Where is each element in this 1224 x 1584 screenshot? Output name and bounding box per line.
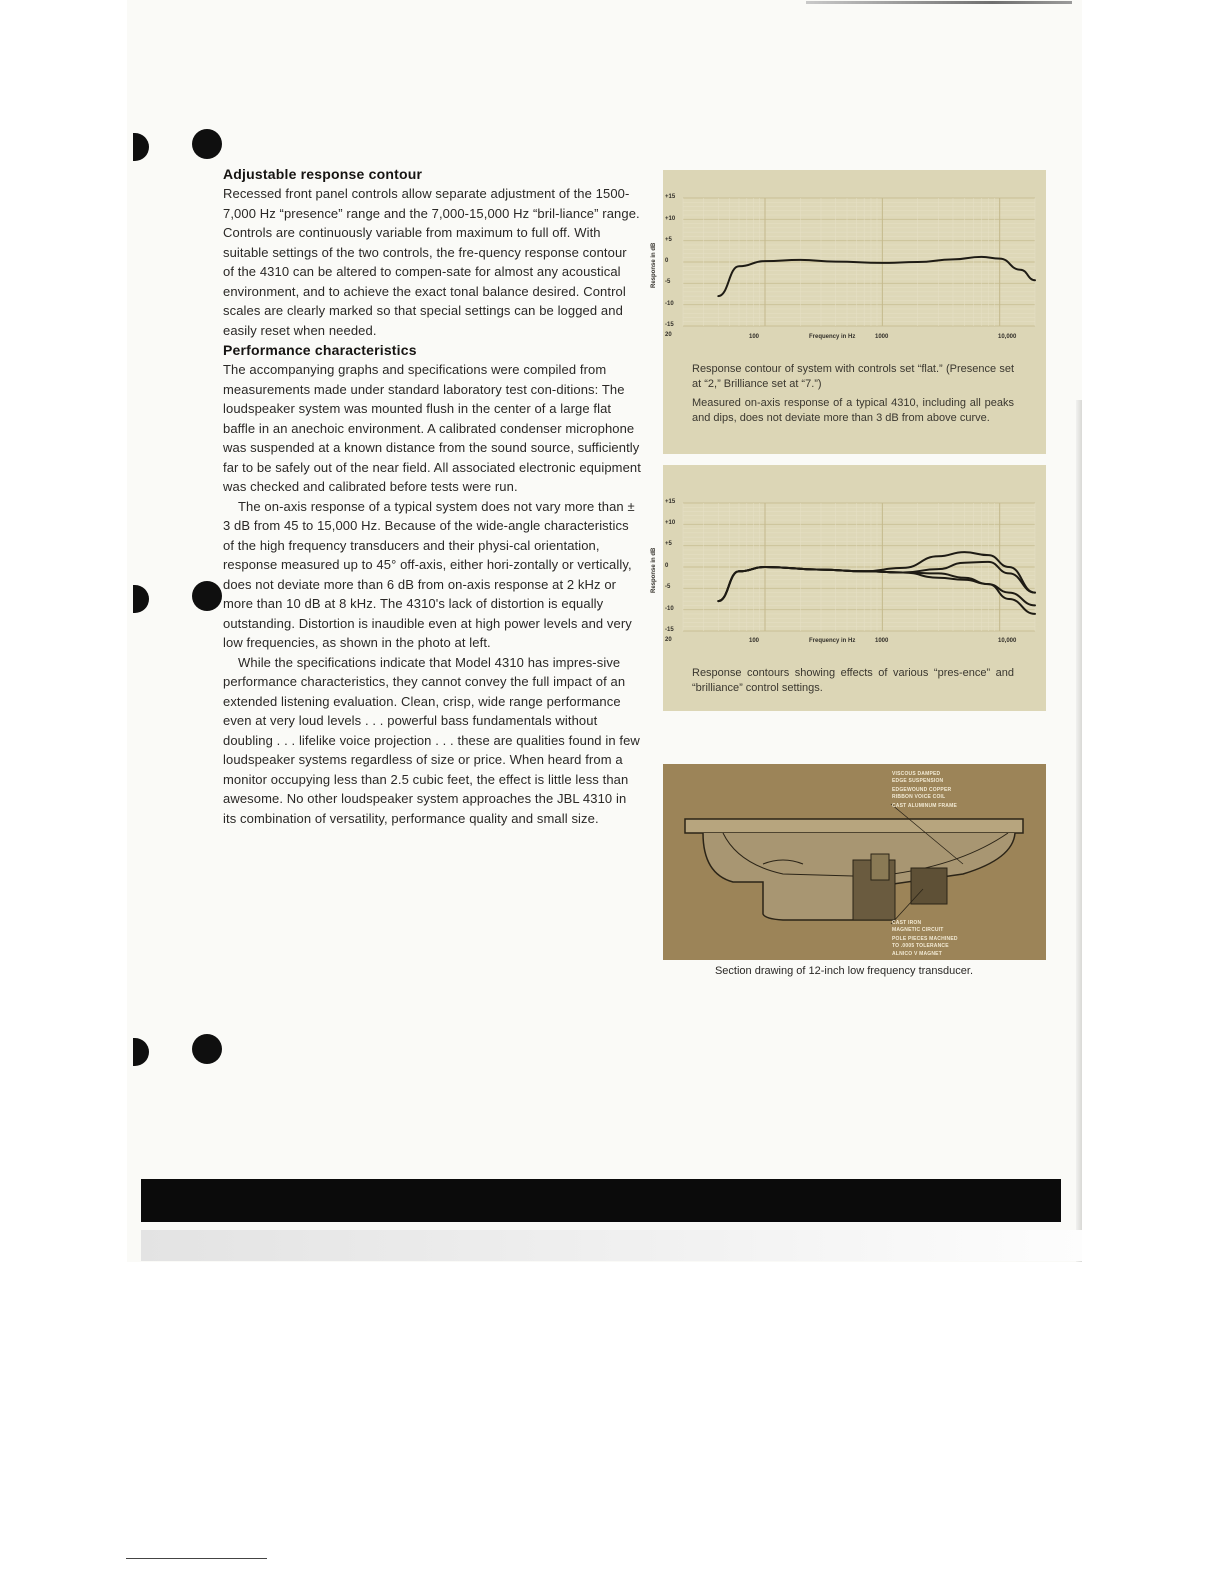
chart-controls-ytick: +15 (665, 499, 676, 505)
binder-half-icon (133, 1038, 149, 1066)
chart-controls-ytick: +5 (665, 541, 672, 547)
drawing-magnetic-circuit (911, 868, 947, 904)
chart-flat-ytick: -15 (665, 322, 674, 328)
chart-flat-caption-1: Response contour of system with controls set “flat.” (Presence set at “2,” Brilliance set at “7.”) (692, 363, 1014, 390)
chart-controls-xtick: 1000 (875, 638, 889, 644)
transducer-section-drawing (663, 764, 1046, 960)
chart-flat-ytick: -5 (665, 279, 671, 285)
chart-controls-ytick: -5 (665, 584, 671, 590)
transducer-drawing-art (663, 764, 1046, 960)
chart-controls-ytick: 0 (665, 563, 669, 569)
chart-panel-controls (651, 465, 1046, 711)
callout-magnetic-circuit: MAGNETIC CIRCUIT (892, 927, 944, 933)
binder-hole-bottom (133, 1034, 228, 1070)
section-heading-performance: Performance characteristics (223, 342, 417, 358)
chart-flat-xlabel: Frequency in Hz (809, 334, 856, 340)
chart-controls-xtick: 10,000 (998, 638, 1017, 644)
binder-dot-icon (192, 1034, 222, 1064)
chart-controls-xtick: 100 (749, 638, 760, 644)
chart-controls-caption: Response contours showing effects of various “pres-ence” and “brilliance” control settings. (692, 667, 1014, 694)
callout-frame: CAST ALUMINUM FRAME (892, 803, 957, 809)
callout-tolerance: TO .0005 TOLERANCE (892, 943, 949, 949)
chart-panel-flat (651, 170, 1046, 454)
chart-controls-ytick: -15 (665, 627, 674, 633)
article-column (223, 164, 641, 828)
page-edge-shadow (1076, 400, 1082, 1262)
binder-half-icon (133, 585, 149, 613)
chart-flat-response (671, 194, 1043, 336)
chart-flat-ytick: -10 (665, 301, 674, 307)
chart-controls-ylabel: Response in dB (651, 547, 657, 593)
drawing-frame-rim (685, 819, 1023, 833)
footnote-rule (126, 1558, 267, 1559)
paragraph-test-conditions: The accompanying graphs and specifications were compiled from measurements made under standard laboratory test con-ditions: The loudspeaker system was mounted flush in the center of a large flat baffle in an anechoic environment. A calibrated condenser microphone was suspended at a known distance from the sound source, sufficiently far to be safely out of the near field. All associated electronic equipment was checked and calibrated before tests were run. (223, 362, 641, 494)
paragraph-on-axis-response: The on-axis response of a typical system does not vary more than ± 3 dB from 45 to 15,000 Hz. Because of the wide-angle characteristics of the high frequency transducers and their physi-cal orientation, response measured up to 45° off-axis, either hori-zontally or vertically, does not deviate more than 6 dB from on-axis response at 2 kHz or more than 10 dB at 8 kHz. The 4310's lack of distortion is equally outstanding. Distortion is inaudible even at high power levels and very low frequencies, as shown in the photo at left. (223, 498, 635, 650)
drawing-callout-line (891, 889, 923, 924)
chart-flat-xtick: 20 (665, 332, 672, 338)
chart-flat-ytick: +5 (665, 237, 672, 243)
chart-flat-ytick: +15 (665, 194, 676, 200)
footer-black-band (141, 1179, 1061, 1222)
callout-magnet: ALNICO V MAGNET (892, 951, 942, 957)
chart-controls-xlabel: Frequency in Hz (809, 638, 856, 644)
drawing-voice-coil (871, 854, 889, 880)
chart-flat-ytick: 0 (665, 258, 669, 264)
binder-hole-top (133, 129, 228, 165)
chart-control-settings (671, 489, 1043, 641)
paragraph-listening-evaluation: While the specifications indicate that Model 4310 has impres-sive performance characteristics, they cannot convey the full impact of an extended listening evaluation. Clean, crisp, wide range performance even at very loud levels . . . powerful bass fundamentals without doubling . . . lifelike voice projection . . . these are qualities found in few loudspeaker systems regardless of size or price. When heard from a monitor occupying less than 2.5 cubic feet, the effect is little less than awesome. No other loudspeaker system approaches the JBL 4310 in its combination of versatility, performance quality and small size. (223, 654, 640, 826)
binder-hole-middle (133, 581, 228, 617)
chart-controls-ytick: +10 (665, 520, 676, 526)
top-edge-rule (806, 1, 1072, 4)
binder-half-icon (133, 133, 149, 161)
binder-dot-icon (192, 129, 222, 159)
section-heading-response-contour: Adjustable response contour (223, 166, 423, 182)
chart-flat-xtick: 1000 (875, 334, 889, 340)
chart-flat-xtick: 10,000 (998, 334, 1017, 340)
paragraph-response-contour: Recessed front panel controls allow separate adjustment of the 1500-7,000 Hz “presence” range and the 7,000-15,000 Hz “bril-liance” range. Controls are continuously variable from maximum to full off. With suitable settings of the two controls, the fre-quency response contour of the 4310 can be altered to compen-sate for almost any acoustical environment, and to achieve the exact tonal balance desired. Control scales are clearly marked so that special settings can be logged and easily reset when needed. (223, 186, 640, 338)
callout-viscous: VISCOUS DAMPED (892, 771, 941, 777)
callout-edge-suspension: EDGE SUSPENSION (892, 778, 944, 784)
chart-flat-xtick: 100 (749, 334, 760, 340)
callout-edgewound: EDGEWOUND COPPER (892, 787, 952, 793)
chart-flat-ylabel: Response in dB (651, 242, 657, 288)
drawing-caption: Section drawing of 12-inch low frequency transducer. (714, 965, 974, 977)
callout-cast-iron: CAST IRON (892, 920, 922, 926)
chart-controls-ytick: -10 (665, 606, 674, 612)
callout-voice-coil: RIBBON VOICE COIL (892, 794, 946, 800)
page-bottom-edge (141, 1230, 1082, 1261)
chart-flat-ytick: +10 (665, 216, 676, 222)
chart-flat-caption-2: Measured on-axis response of a typical 4310, including all peaks and dips, does not deviate more than 3 dB from above curve. (692, 397, 1014, 424)
chart-controls-xtick: 20 (665, 637, 672, 643)
callout-pole-pieces: POLE PIECES MACHINED (892, 936, 958, 942)
binder-dot-icon (192, 581, 222, 611)
